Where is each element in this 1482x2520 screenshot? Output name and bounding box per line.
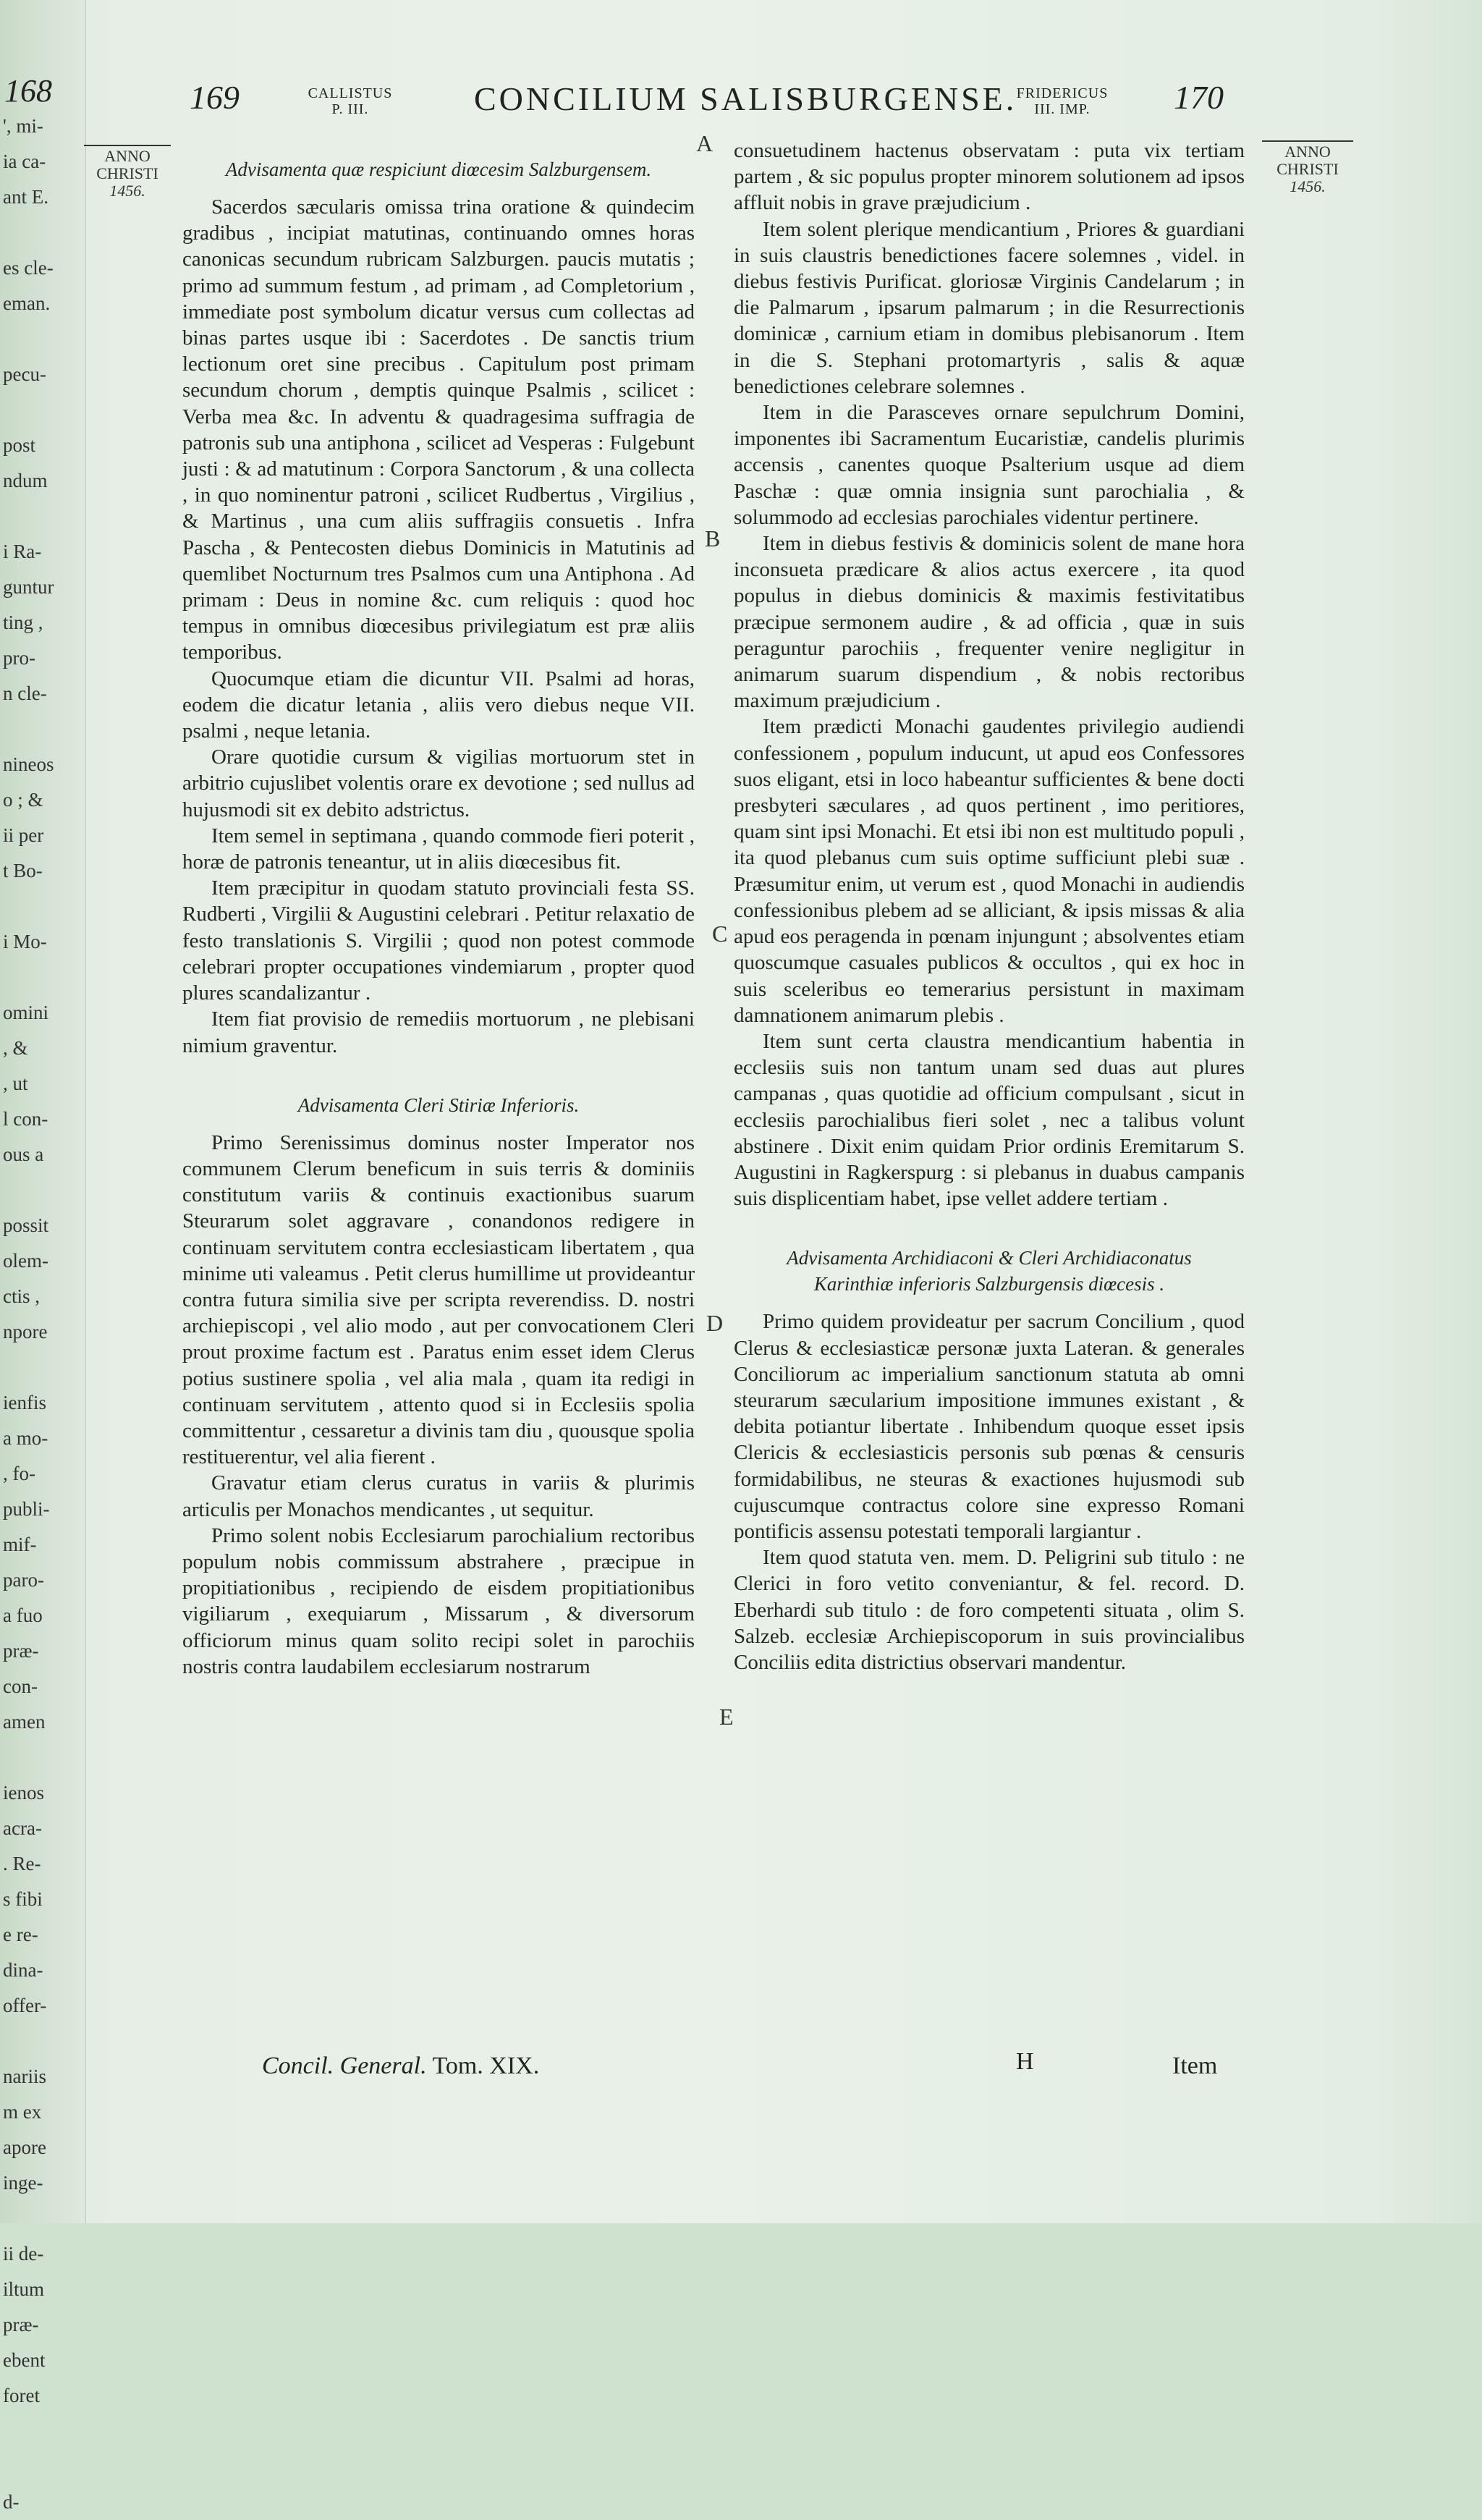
left-page-fragment: ia ca- [3,151,46,172]
left-page-fragment: ant E. [3,186,48,208]
left-page-fragment: con- [3,1675,38,1697]
right-section1-paragraph: consuetudinem hactenus observatam : puta vix tertiam partem , & sic populus propter minorem solutionem ad ipsos affluit nobis in grave præjudicium . [734,139,1245,215]
left-page-fragment: nineos [3,753,54,775]
left-page-fragment: t Bo- [3,860,43,881]
left-page-fragment: . Re- [3,1853,41,1874]
left-page-fragment [3,1172,79,1208]
header-right-page-number: 170 [1174,79,1224,116]
right-anno-line2: CHRISTI [1276,160,1339,178]
right-section2-paragraph: Item quod statuta ven. mem. D. Peligrini sub titulo : ne Clerici in foro vetito conveniantur, & fel. record. D. Eberhardi sub titulo : de foro competenti situata , olim S. Salzeb. ecclesiæ Archiepiscoporum in suis provincialibus Conciliis edita districtius observari mandentur. [734,1546,1245,1674]
page-title: CONCILIUM SALISBURGENSE. [474,80,1017,117]
right-anno-year: 1456. [1290,177,1326,195]
left-page-number: 168 [4,73,52,109]
left-page-fragment: nariis [3,2066,46,2087]
left-page-fragment [3,2414,79,2449]
left-page-fragment: i Mo- [3,931,47,952]
left-page-fragment: ii per [3,824,44,846]
left-anno-note [84,145,171,200]
left-page-fragment [3,499,79,534]
left-page-fragment: es cle- [3,257,54,279]
left-page-fragment [3,321,79,357]
header-left-caption-line2: P. III. [331,101,369,117]
right-section1-paragraph: Item in die Parasceves ornare sepulchrum Domini, imponentes ibi Sacramentum Eucaristiæ, candelis plurimis accensis , canentes quoque Psalterium usque ad diem Paschæ : quæ omnia insignia sunt parochialia , & solummodo ad ecclesias parochiales videntur pertinere. [734,401,1245,529]
left-column [182,153,695,1680]
left-page-fragment: mif- [3,1534,37,1555]
left-page-fragment: pro- [3,647,35,669]
left-page-fragment: ', mi- [3,115,43,137]
left-page-fragment: foret [3,2385,40,2406]
left-page-fragment: amen [3,1711,46,1733]
left-page-fragment: inge- [3,2172,43,2194]
left-section1-paragraph: Orare quotidie cursum & vigilias mortuorum stet in arbitrio cujuslibet volentis orare ex devotione ; sed nullus ad hujusmodi sit ex debito adstrictus. [182,745,695,821]
header-left-caption-line1: CALLISTUS [308,85,393,101]
left-page-fragment [3,2024,79,2059]
left-page-fragment: eman. [3,292,51,314]
left-page-fragment: pecu- [3,363,46,385]
left-section1-paragraph: Sacerdos sæcularis omissa trina oratione & quindecim gradibus , incipiat matutinas, continuando omnes horas canonicas secundum rubricam Salzburgen. paucis mutatis ; primo ad summum festum , ad primam , ad Completorium , immediate post symbolum dicatur versus cum collectas ad binas partes usque ibi : Sacerdotes . De sanctis trium lectionum oret sine precibus . Capitulum post primam secundum chorum , demptis quinque Psalmis , scilicet : Verba mea &c. In adventu & quadragesima suffragia de patronis sub una antiphona , scilicet ad Vesperas : Fulgebunt justi : & ad matutinum : Corpora Sanctorum , & una collecta , in quo nominentur patroni , scilicet Rudbertus , Virgilius , & Martinus , una cum aliis suffragiis consuetis . Infra Pascha , & Pentecosten diebus Dominicis in Matutinis ad quemlibet Nocturnum tres Psalmos cum una Antiphona . Ad primam : Deus in nomine &c. cum reliquis : quod hoc tempus in omnibus diœcesibus privilegiatum est præ aliis temporibus. [182,195,695,664]
left-page-fragment [3,889,79,924]
right-anno-note [1262,140,1353,195]
left-page-fragment: , fo- [3,1463,35,1484]
header-right-caption [1004,85,1120,117]
left-anno-line2: CHRISTI [96,164,158,182]
header-left-page-number: 169 [190,79,240,116]
right-column [734,138,1245,1675]
header-right-caption-line2: III. IMP. [1034,101,1091,117]
left-anno-line1: ANNO [104,147,151,165]
right-section1-paragraph: Item sunt certa claustra mendicantium habentia in ecclesiis suis non tantum unam sed duas aut plures campanas , quas quotidie ad officium compulsant , sicut in ecclesiis parochialibus fieri solet , nec a talibus volunt abstinere . Dixit enim quidam Prior ordinis Eremitarum S. Augustini in Ragkerspurg : si plebanus in duabus campanis suis displicentiam habet, ipse vellet addere tertiam . [734,1029,1245,1211]
left-page-fragment: ous a [3,1143,44,1165]
footer-volume: Tom. XIX. [432,2052,540,2079]
section-marker-b: B [705,525,721,551]
left-page-fragment: ting , [3,612,43,633]
left-page-fragment: paro- [3,1569,44,1591]
footer-catchword: Item [1172,2052,1218,2079]
left-page-fragment: ctis , [3,1285,40,1307]
right-section1-paragraph: Item in diebus festivis & dominicis solent de mane hora inconsueta prædicare & alios actus exercere , ita quod populus in diebus dominicis & maximis festivitatibus præcipue sermonem audire , & ad officia , quæ in suis peraguntur parochiis , frequenter venire negligitur in animarum suarum dispendium , & nobis rectoribus maximum præjudicium . [734,532,1245,713]
left-heading-2: Advisamenta Cleri Stiriæ Inferioris. [297,1094,580,1116]
left-heading-1: Advisamenta quæ respiciunt diœcesim Salzburgensem. [225,158,652,180]
left-page-fragment: guntur [3,576,54,598]
left-page-fragment [3,392,79,428]
left-page-fragment: post [3,434,36,456]
right-anno-rule [1262,140,1353,142]
left-page-fragment: o ; & [3,789,43,811]
footer-signature [262,2052,539,2080]
left-page-fragment [3,1350,79,1385]
left-page-fragment: omini [3,1002,49,1023]
left-section2-paragraph: Primo Serenissimus dominus noster Imperator nos communem Clerum beneficum in suis terris & dominiis constitutum variis & continuis exactionibus suarum Steurarum solet aggravare , conandonos redigere in continuam servitutem contra ecclesiasticam libertatem , qua minime uti valeamus . Petit clerus humillime ut provideantur contra futura similia sive per scripta reverendiss. D. nostri archiepiscopi , vel alio modo , aut per convocationem Cleri prout proxime factum est . Paratus enim esset idem Clerus potius sustinere spolia , vel alia mala , quam ita redigi in continuam servitutem , attento quod si in Ecclesiis spolia committentur , cessaretur a divinis tam diu , quousque spolia restituerentur, vel alia fierent . [182,1130,695,1469]
left-page-fragment [3,711,79,747]
left-section1-paragraph: Item præcipitur in quodam statuto provinciali festa SS. Rudberti , Virgilii & Augustini celebrari . Petitur relaxatio de festo translationis S. Virgilii ; quod non potest commode celebrari propter occupationes vindemiarum , propter quod plures scandalizantur . [182,876,695,1005]
right-heading: Advisamenta Archidiaconi & Cleri Archidiaconatus Karinthiæ inferioris Salzburgensis diœcesis . [787,1247,1192,1295]
footer-signature-mark: H [1016,2048,1034,2075]
footer-signature-title: Concil. General. [262,2052,427,2079]
section-marker-e: E [719,1704,734,1730]
left-page-fragment: a fuo [3,1604,43,1626]
left-page-fragment [3,960,79,995]
left-page-fragment: , & [3,1037,28,1059]
left-page-fragment: i Ra- [3,541,42,562]
left-page-fragment: ienfis [3,1392,46,1413]
right-section1-paragraph: Item solent plerique mendicantium , Priores & guardiani in suis claustris benedictiones facere solemnes , videl. in diebus festivis Purificat. gloriosæ Virginis Candelarum ; in die Palmarum , ipsarum palmarum ; in die Resurrectionis dominicæ , carnium etiam in domibus plebisanorum . Item in die S. Stephani protomartyris , salis & aquæ benedictiones celebrare solemnes . [734,217,1245,398]
left-page-fragment: ii de- [3,2243,44,2265]
left-page-fragment: apore [3,2136,46,2158]
left-page-fragment: acra- [3,1817,42,1839]
left-page-fragment: a mo- [3,1427,48,1449]
left-page-fragment: offer- [3,1995,47,2016]
left-page-fragment: e re- [3,1924,38,1945]
left-section2-paragraph: Primo solent nobis Ecclesiarum parochialium rectoribus populum nobis commissum abstrahere , præcipue in propitiationibus , recipiendo de eisdem propitiationibus vigiliarum , exequiarum , Missarum , & diversorum officiorum minus quam solito recipi solet in parochiis nostris contra laudabilem ecclesiarum nostrarum [182,1523,695,1678]
left-page-fragment: præ- [3,1640,39,1662]
section-marker-d: D [706,1310,724,1336]
left-page-fragment: publi- [3,1498,50,1520]
left-section1-paragraph: Quocumque etiam die dicuntur VII. Psalmi ad horas, eodem die dicatur letania , aliis vero diebus neque VII. psalmi , neque letania. [182,667,695,743]
left-page-fragment: n cle- [3,682,47,704]
left-section1-paragraph: Item fiat provisio de remediis mortuorum , ne plebisani nimium graventur. [182,1007,695,1057]
left-page-fragment: iltum [3,2278,45,2300]
left-page-fragment: ebent [3,2349,46,2371]
header-right-caption-line1: FRIDERICUS [1016,85,1109,101]
left-page-fragment [3,2449,79,2485]
left-page-fragment: l con- [3,1108,48,1130]
section-marker-a: A [696,130,714,156]
left-section2-paragraph: Gravatur etiam clerus curatus in variis & plurimis articulis per Monachos mendicantes , ut sequitur. [182,1471,695,1521]
left-page-fragment: ndum [3,470,48,491]
right-section1-paragraph: Item prædicti Monachi gaudentes privilegio audiendi confessionem , populum inducunt, ut apud eos Confessores suos eligant, etsi in loco habeantur sufficientes & bene docti presbyteri sæculares , ad quos pertinent , imo peritiores, quam sint ipsi Monachi. Et etsi ibi non est multitudo populi , ita quod plebanus cum suis optime sufficiunt plebi suæ . Præsumitur enim, ut verum est , quod Monachi in audiendis confessionibus plebem ad se alliciant, & ipsis missas & alia apud eos peragenda in pœnam injungunt ; absolventes etiam quoscumque casuales publicos & occultos , qui ex hoc in suis sceleribus eo temerarius persistunt in maximam damnationem animarum plebis . [734,715,1245,1027]
left-page-fragment: d- [3,2491,20,2513]
left-page-fragment [3,1740,79,1775]
left-section1-paragraph: Item semel in septimana , quando commode fieri poterit , horæ de patronis teneantur, ut in aliis diœcesibus fit. [182,824,695,874]
section-marker-c: C [712,921,728,947]
left-page-fragment: olem- [3,1250,48,1272]
left-anno-year: 1456. [109,182,145,200]
left-page-fragment: npore [3,1321,48,1343]
left-page-fragment [3,215,79,250]
left-page-fragment: m ex [3,2101,42,2123]
right-section2-paragraph: Primo quidem provideatur per sacrum Concilium , quod Clerus & ecclesiasticæ personæ juxta Lateran. & generales Conciliorum ac imperialium sanctionum statuta ab omni steurarum sæcularium impositione immunes existant , & debita potiantur libertate . Inhibendum quoque esset ipsis Clericis & ecclesiasticis personis sub pœnas & censuris formidabilibus, ne steuras & exactiones hujusmodi sub cujuscumque contractus colore sine expresso Romani pontificis assensu potestati temporali largiantur . [734,1310,1245,1543]
right-anno-line1: ANNO [1284,143,1331,161]
left-page-fragment: dina- [3,1959,43,1981]
left-page-fragment: s fibi [3,1888,43,1910]
left-anno-rule [84,145,171,146]
left-page-fragment: ienos [3,1782,44,1804]
left-page-fragment: possit [3,1214,49,1236]
left-page-fragment: , ut [3,1073,28,1094]
left-page-fragment [3,2201,79,2236]
left-page-fragments [3,109,79,2520]
left-page-fragment: præ- [3,2314,39,2335]
header-left-caption [300,85,401,117]
